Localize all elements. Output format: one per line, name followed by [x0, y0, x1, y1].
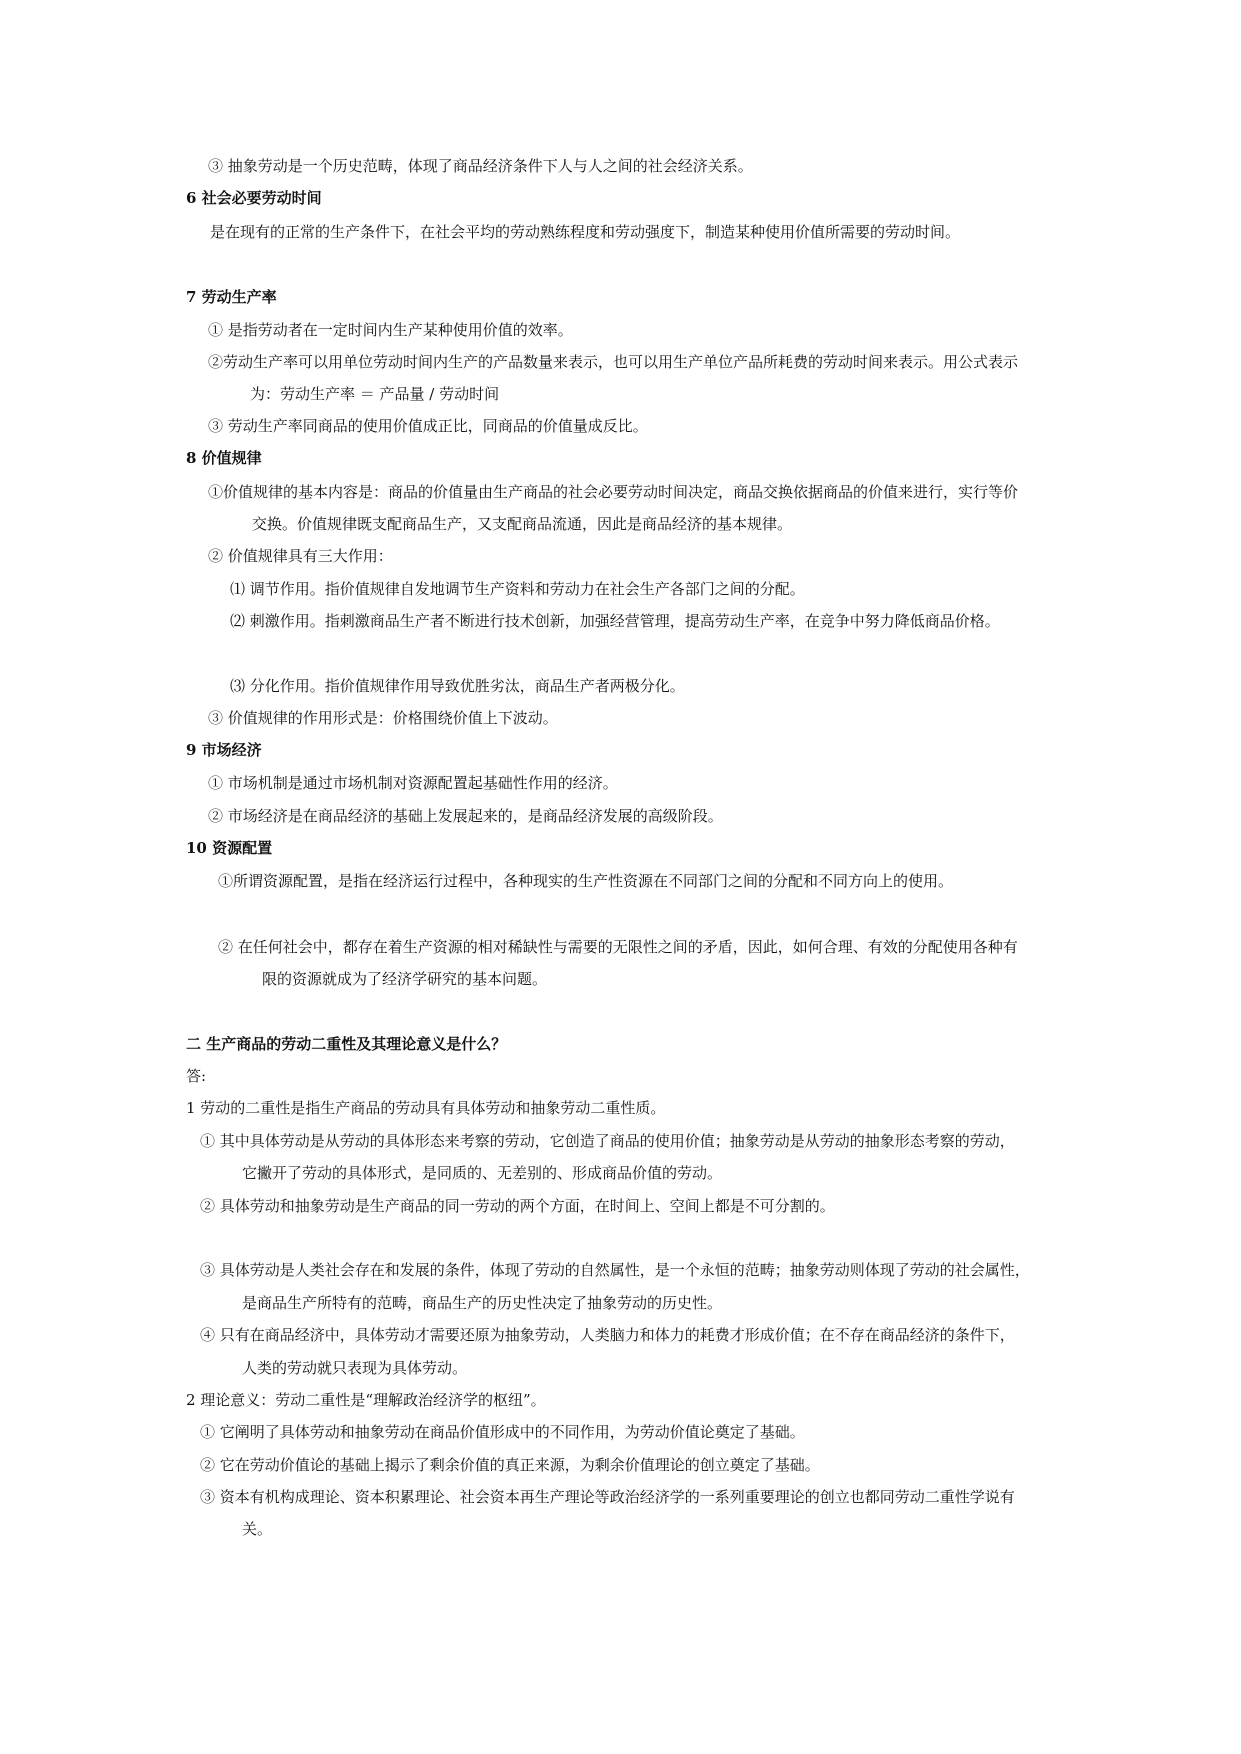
text-line: ② 具体劳动和抽象劳动是生产商品的同一劳动的两个方面，在时间上、空间上都是不可分割的。: [200, 1197, 835, 1215]
text-line: 限的资源就成为了经济学研究的基本问题。: [262, 970, 548, 988]
text-line: 是商品生产所特有的范畴，商品生产的历史性决定了抽象劳动的历史性。: [242, 1294, 723, 1312]
text-line: ① 其中具体劳动是从劳动的具体形态来考察的劳动，它创造了商品的使用价值；抽象劳动是从劳动的抽象形态考察的劳动，: [200, 1132, 1015, 1150]
text-line: ② 市场经济是在商品经济的基础上发展起来的，是商品经济发展的高级阶段。: [208, 807, 723, 825]
text-line: ② 它在劳动价值论的基础上揭示了剩余价值的真正来源，为剩余价值理论的创立奠定了基础。: [200, 1456, 820, 1474]
text-line: ① 是指劳动者在一定时间内生产某种使用价值的效率。: [208, 321, 573, 339]
text-line: 它撇开了劳动的具体形式，是同质的、无差别的、形成商品价值的劳动。: [242, 1164, 723, 1182]
text-line: 为：劳动生产率 ＝ 产品量 / 劳动时间: [250, 385, 500, 403]
text-line: ③ 价值规律的作用形式是：价格围绕价值上下波动。: [208, 709, 558, 727]
text-line: ② 在任何社会中，都存在着生产资源的相对稀缺性与需要的无限性之间的矛盾，因此，如何合理、有效的分配使用各种有: [218, 938, 1018, 956]
text-line: 交换。价值规律既支配商品生产，又支配商品流通，因此是商品经济的基本规律。: [252, 515, 793, 533]
text-line: ②劳动生产率可以用单位劳动时间内生产的产品数量来表示，也可以用生产单位产品所耗费的劳动时间来表示。用公式表示: [208, 353, 1019, 371]
text-line: 是在现有的正常的生产条件下，在社会平均的劳动熟练程度和劳动强度下，制造某种使用价值所需要的劳动时间。: [210, 223, 961, 241]
text-line: ④ 只有在商品经济中，具体劳动才需要还原为抽象劳动，人类脑力和体力的耗费才形成价值；在不存在商品经济的条件下，: [200, 1326, 1015, 1344]
text-line: ③ 资本有机构成理论、资本积累理论、社会资本再生产理论等政治经济学的一系列重要理论的创立也都同劳动二重性学说有: [200, 1488, 1015, 1506]
section-heading-10: 10 资源配置: [186, 839, 273, 857]
text-line: ① 它阐明了具体劳动和抽象劳动在商品价值形成中的不同作用，为劳动价值论奠定了基础。: [200, 1423, 805, 1441]
section-heading-8: 8 价值规律: [186, 449, 262, 467]
text-line: ③ 抽象劳动是一个历史范畴，体现了商品经济条件下人与人之间的社会经济关系。: [208, 157, 753, 175]
question-heading: 二 生产商品的劳动二重性及其理论意义是什么？: [186, 1035, 507, 1053]
text-line: ② 价值规律具有三大作用：: [208, 547, 393, 565]
section-heading-7: 7 劳动生产率: [186, 288, 277, 306]
text-line: 人类的劳动就只表现为具体劳动。: [242, 1359, 468, 1377]
text-line: ① 市场机制是通过市场机制对资源配置起基础性作用的经济。: [208, 774, 618, 792]
section-heading-9: 9 市场经济: [186, 741, 262, 759]
text-line: ⑴ 调节作用。指价值规律自发地调节生产资料和劳动力在社会生产各部门之间的分配。: [230, 580, 805, 598]
text-line: ⑶ 分化作用。指价值规律作用导致优胜劣汰，商品生产者两极分化。: [230, 677, 685, 695]
text-line: ①所谓资源配置，是指在经济运行过程中，各种现实的生产性资源在不同部门之间的分配和不同方向上的使用。: [218, 872, 954, 890]
section-heading-6: 6 社会必要劳动时间: [186, 189, 322, 207]
text-line: 关。: [242, 1520, 273, 1538]
text-line: ③ 劳动生产率同商品的使用价值成正比，同商品的价值量成反比。: [208, 417, 648, 435]
text-line: 答:: [186, 1067, 207, 1085]
text-line: 2 理论意义：劳动二重性是“理解政治经济学的枢纽”。: [186, 1391, 546, 1409]
text-line: ①价值规律的基本内容是：商品的价值量由生产商品的社会必要劳动时间决定，商品交换依据商品的价值来进行，实行等价: [208, 483, 1019, 501]
text-line: ⑵ 刺激作用。指刺激商品生产者不断进行技术创新，加强经营管理，提高劳动生产率，在竞争中努力降低商品价格。: [230, 612, 1000, 630]
text-line: 1 劳动的二重性是指生产商品的劳动具有具体劳动和抽象劳动二重性质。: [186, 1099, 666, 1117]
text-line: ③ 具体劳动是人类社会存在和发展的条件，体现了劳动的自然属性，是一个永恒的范畴；抽象劳动则体现了劳动的社会属性，: [200, 1261, 1030, 1279]
